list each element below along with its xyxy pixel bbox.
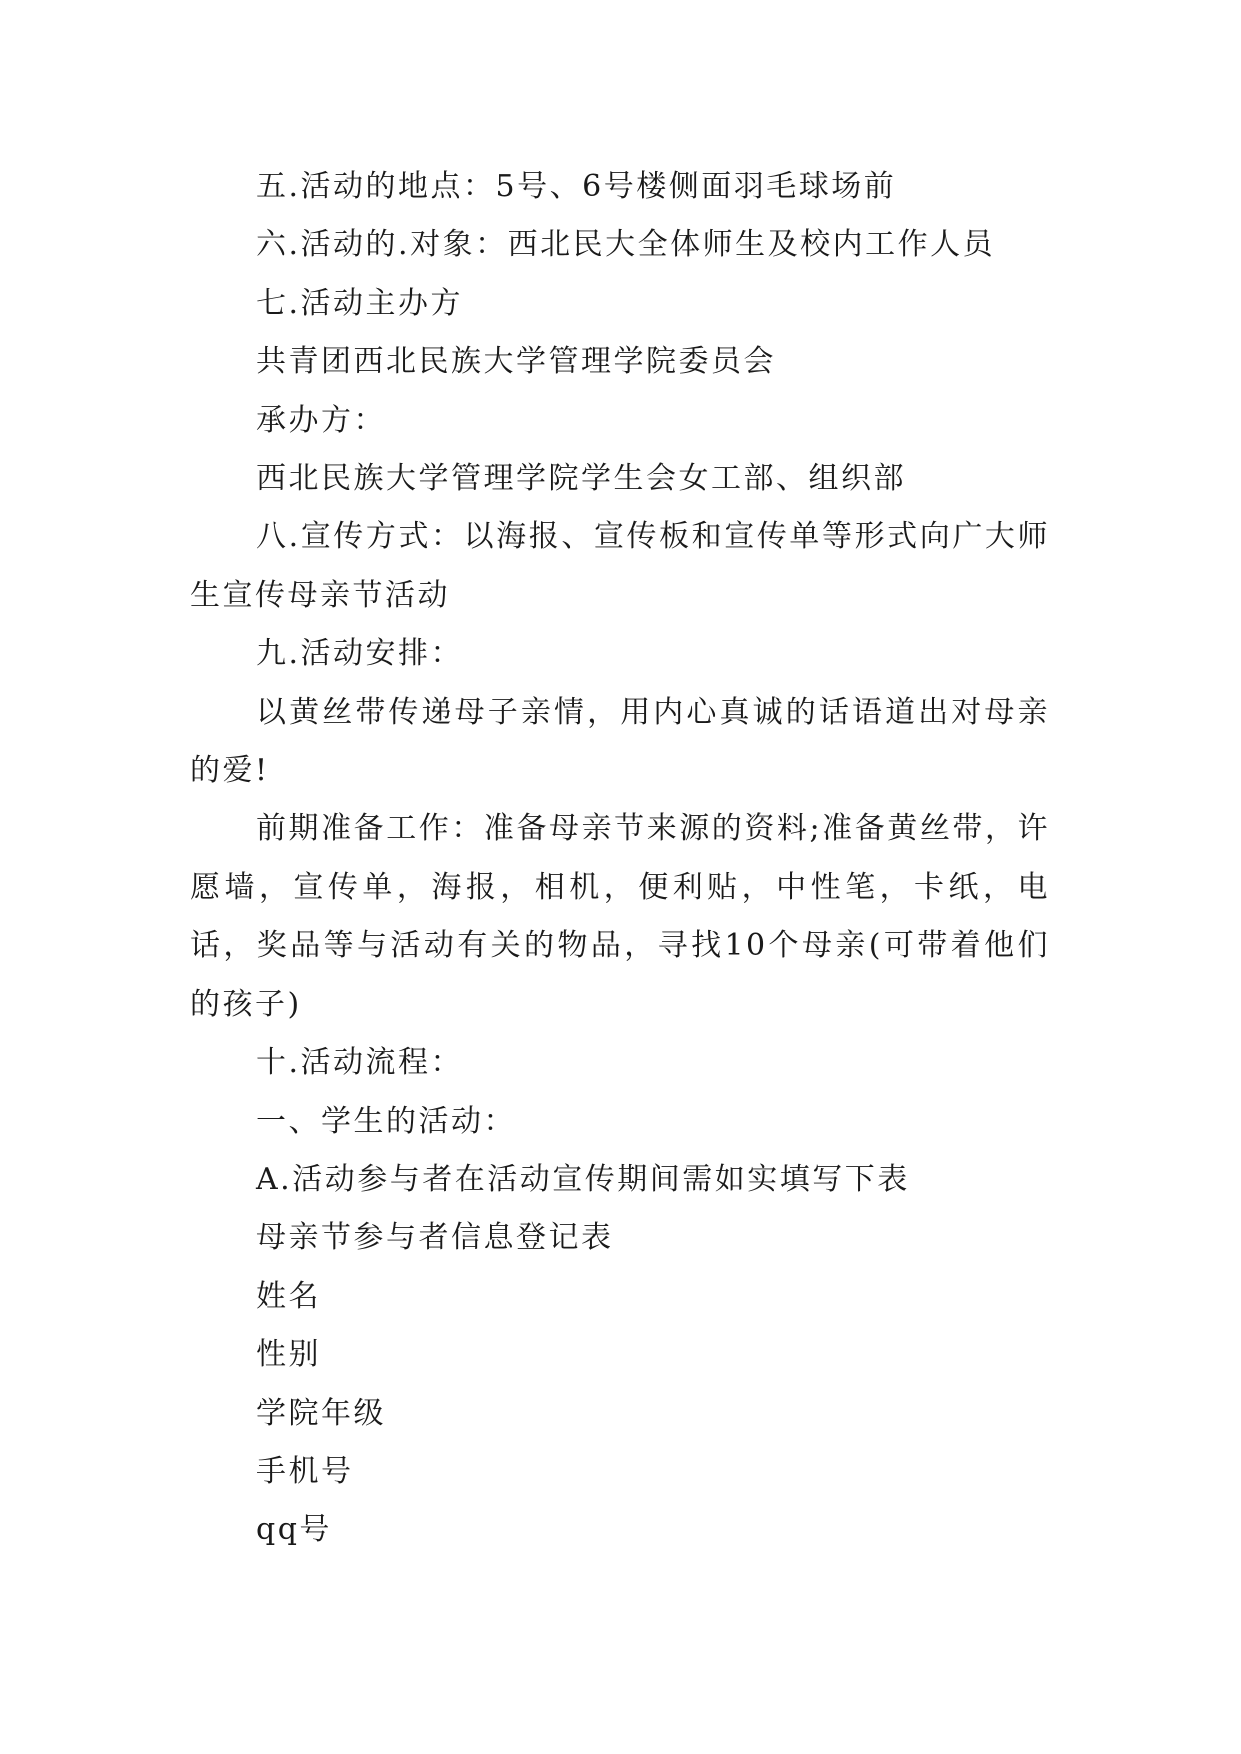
paragraph-form-title: 母亲节参与者信息登记表: [256, 1220, 614, 1256]
paragraph-target-audience: 六.活动的.对象：西北民大全体师生及校内工作人员: [256, 227, 996, 263]
paragraph-process-heading: 十.活动流程：: [256, 1045, 464, 1081]
form-field-qq: qq号: [256, 1512, 332, 1548]
form-field-name: 姓名: [256, 1278, 321, 1314]
document-body: [190, 158, 1050, 1560]
form-field-phone: 手机号: [256, 1453, 354, 1489]
paragraph-co-organizer: 西北民族大学管理学院学生会女工部、组织部: [256, 461, 906, 497]
paragraph-co-organizer-heading: 承办方：: [256, 402, 386, 438]
paragraph-form-instruction: A.活动参与者在活动宣传期间需如实填写下表: [256, 1161, 910, 1197]
paragraph-location: 五.活动的地点：5号、6号楼侧面羽毛球场前: [256, 169, 897, 204]
paragraph-arrangement: 以黄丝带传递母子亲情，用内心真诚的话语道出对母亲的爱!: [190, 694, 1050, 789]
paragraph-preparation: 前期准备工作：准备母亲节来源的资料;准备黄丝带，许愿墙，宣传单，海报，相机，便利贴，中性笔，卡纸，电话，奖品等与活动有关的物品，寻找10个母亲(可带着他们的孩子): [190, 811, 1050, 1022]
form-field-gender: 性别: [256, 1337, 321, 1373]
form-field-college-grade: 学院年级: [256, 1395, 386, 1431]
paragraph-publicity: 八.宣传方式：以海报、宣传板和宣传单等形式向广大师生宣传母亲节活动: [190, 519, 1050, 613]
paragraph-organizer-heading: 七.活动主办方: [256, 285, 464, 321]
paragraph-organizer: 共青团西北民族大学管理学院委员会: [256, 344, 776, 380]
paragraph-arrangement-heading: 九.活动安排：: [256, 636, 464, 672]
paragraph-student-activity: 一、学生的活动：: [256, 1103, 516, 1139]
